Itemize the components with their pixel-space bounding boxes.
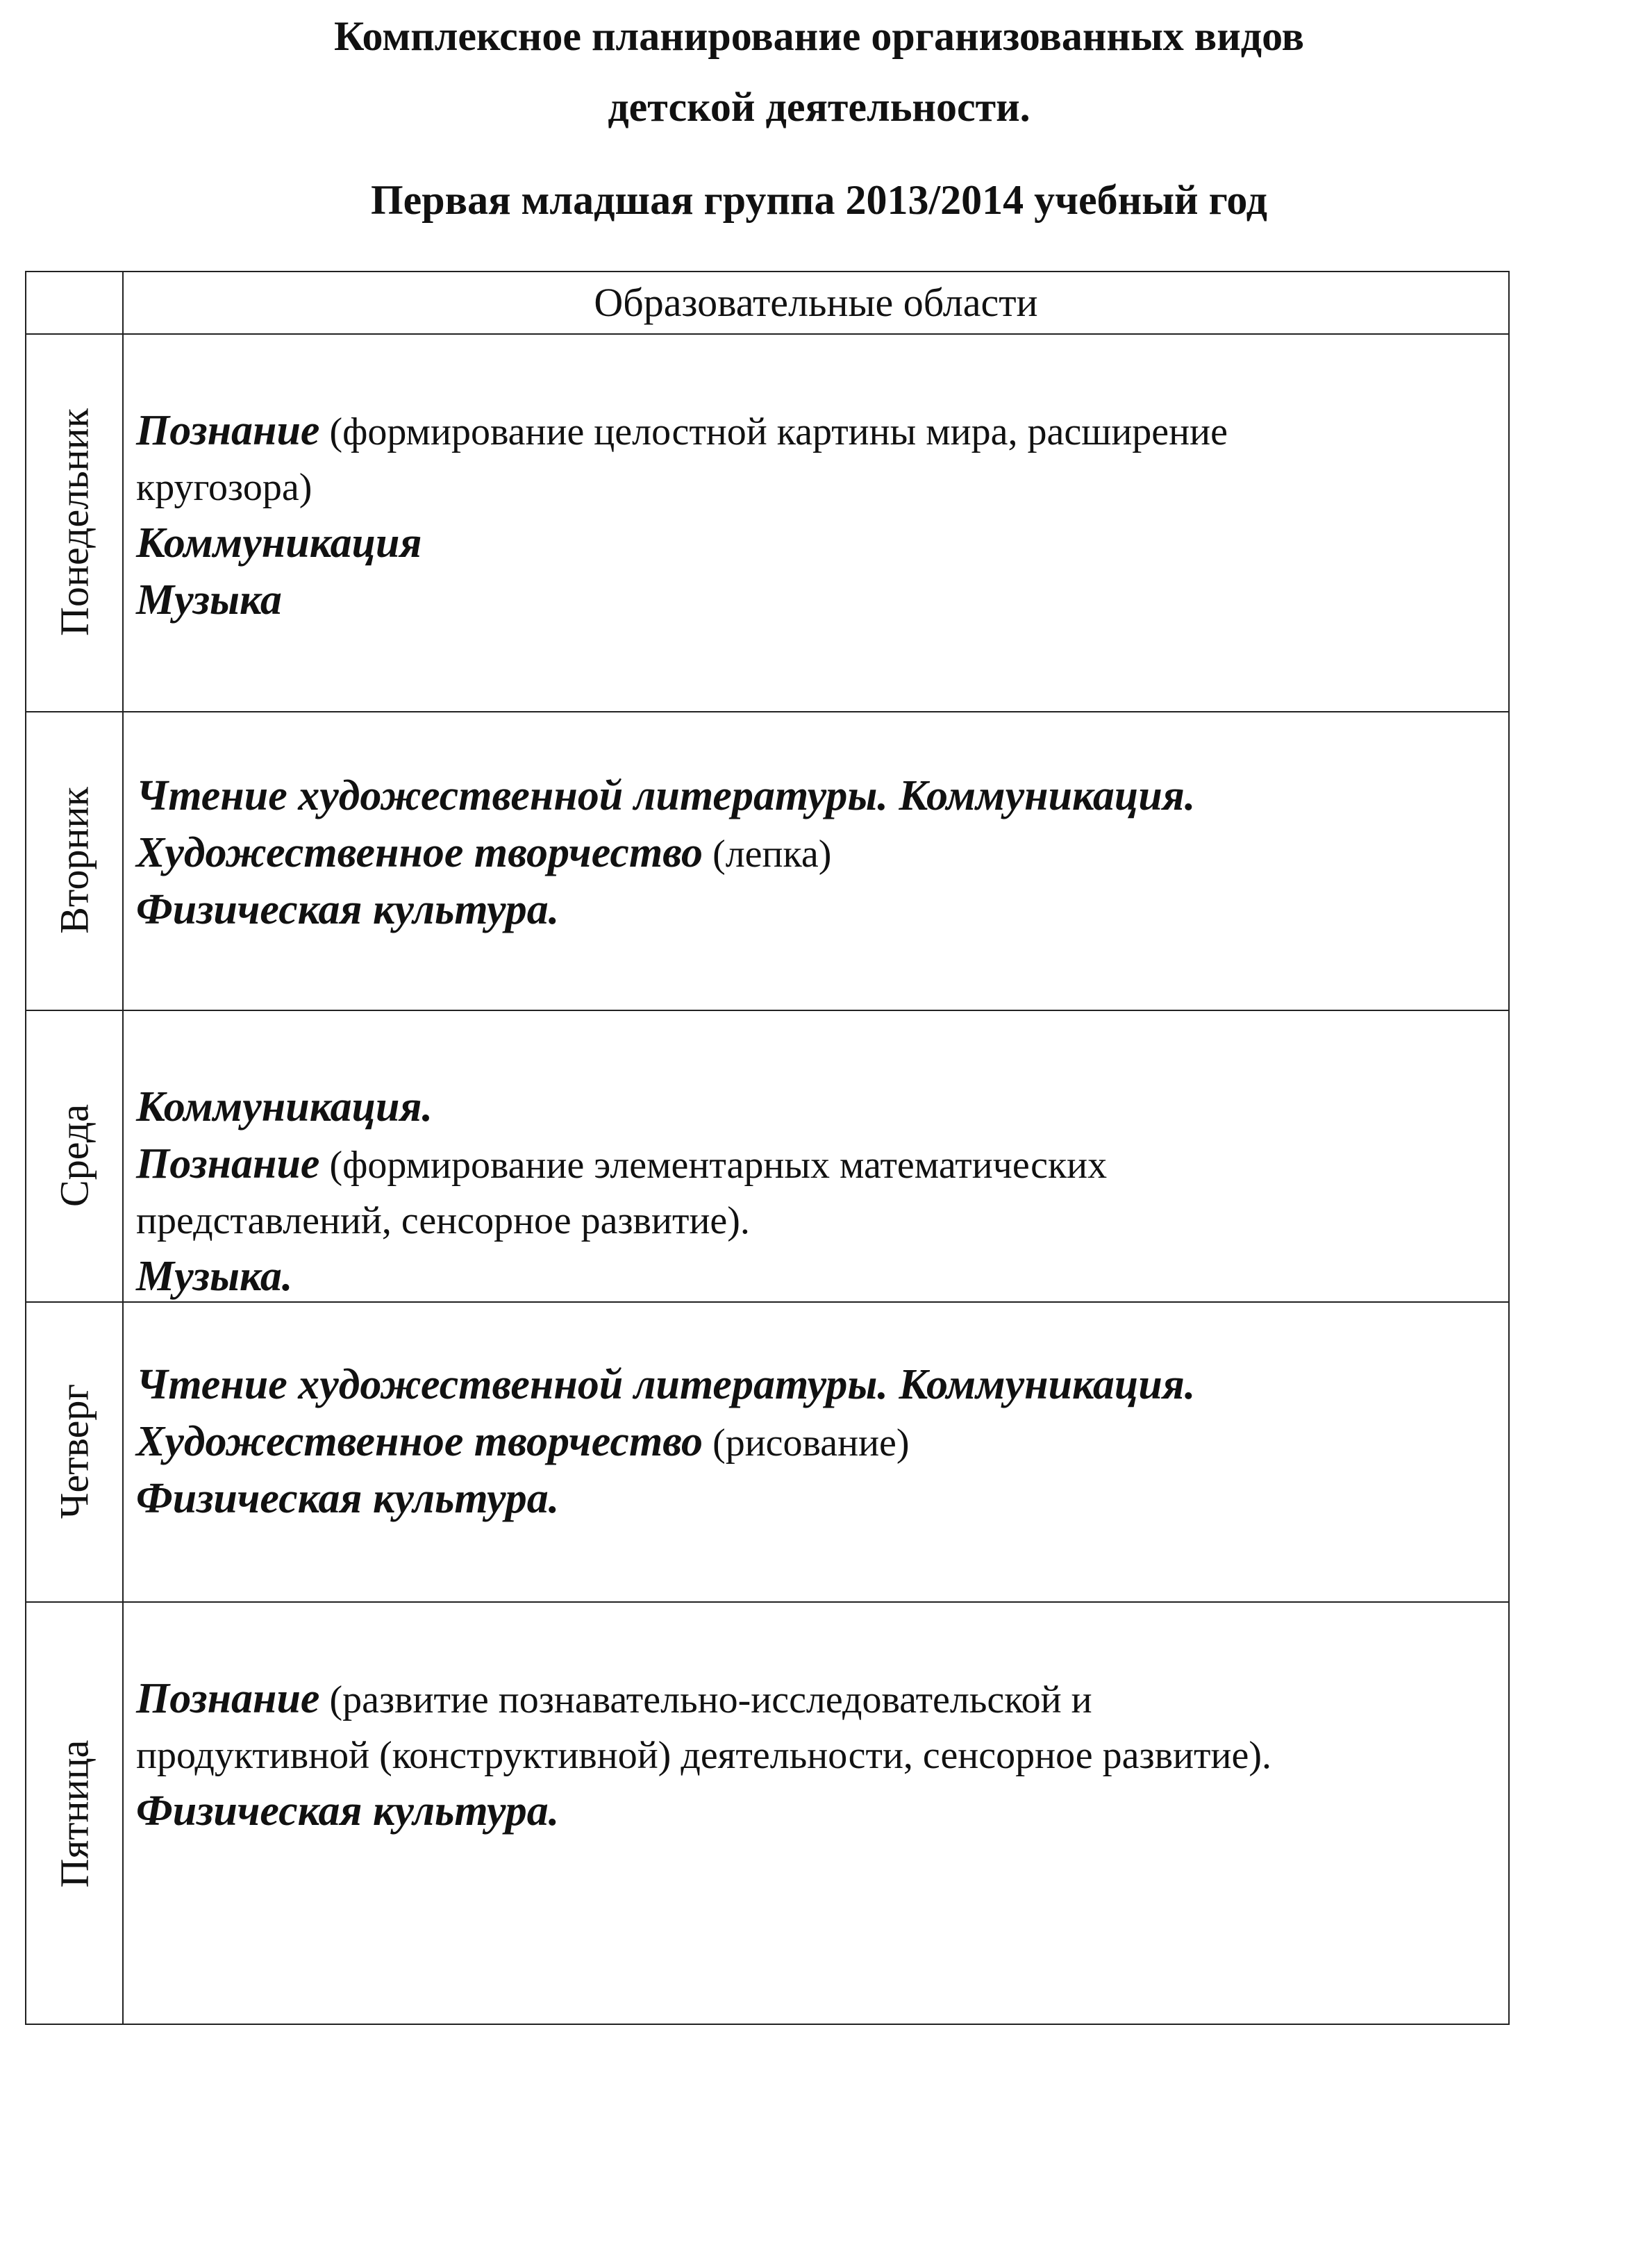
- day-cell: [26, 1601, 122, 2026]
- subject-note: (развитие познавательно-исследовательской и: [319, 1678, 1092, 1721]
- day-label: Вторник: [51, 787, 97, 934]
- subject-name: Художественное творчество: [136, 1418, 703, 1465]
- day-label: Четверг: [51, 1383, 97, 1519]
- day-cell: [26, 1301, 122, 1601]
- subject-line: [136, 1671, 1492, 1728]
- subject-name: Коммуникация.: [136, 1083, 433, 1131]
- subject-note: (формирование целостной картины мира, расширение: [319, 410, 1228, 453]
- subject-note: (лепка): [703, 833, 832, 876]
- day-cell: [26, 711, 122, 1010]
- subject-line: [136, 1728, 1492, 1783]
- subject-line: [136, 1471, 1492, 1528]
- table-row: [26, 1601, 1508, 2026]
- table-row: [26, 1301, 1508, 1601]
- subject-name: Физическая культура.: [136, 1475, 560, 1522]
- subject-note: (формирование элементарных математических: [319, 1144, 1108, 1187]
- subjects-cell: [136, 768, 1492, 939]
- day-label: Понедельник: [51, 408, 97, 636]
- subject-line: [136, 403, 1492, 460]
- title-line-1: Комплексное планирование организованных видов: [333, 13, 1305, 59]
- subject-name: Физическая культура.: [136, 1787, 560, 1835]
- subtitle-group-year: Первая младшая группа 2013/2014 учебный год: [371, 177, 1267, 223]
- subject-name: Чтение художественной литературы. Коммуникация.: [136, 772, 1196, 819]
- subjects-cell: [136, 1357, 1492, 1528]
- subject-name: Музыка.: [136, 1253, 293, 1300]
- subjects-cell: [136, 1671, 1492, 1840]
- subject-line: [136, 515, 1492, 572]
- table-header: Образовательные области: [594, 280, 1038, 325]
- subject-line: [136, 768, 1492, 825]
- subject-line: [136, 460, 1492, 515]
- subject-name: Художественное творчество: [136, 829, 703, 876]
- day-label: Пятница: [51, 1740, 97, 1888]
- header-divider: [26, 333, 1508, 335]
- subjects-cell: [136, 403, 1492, 629]
- subject-note: продуктивной (конструктивной) деятельности, сенсорное развитие).: [136, 1734, 1271, 1777]
- subject-line: [136, 1249, 1492, 1306]
- subjects-cell: [136, 1079, 1492, 1306]
- subject-name: Познание: [136, 407, 320, 454]
- day-cell: [26, 1010, 122, 1301]
- subject-line: [136, 825, 1492, 882]
- subject-name: Познание: [136, 1140, 320, 1187]
- subject-note: представлений, сенсорное развитие).: [136, 1199, 750, 1242]
- title-line-2: детской деятельности.: [608, 84, 1031, 130]
- subject-name: Чтение художественной литературы. Коммуникация.: [136, 1361, 1196, 1408]
- day-label: Среда: [51, 1104, 97, 1207]
- table-row: [26, 1010, 1508, 1301]
- subject-line: [136, 1414, 1492, 1471]
- subject-name: Коммуникация: [136, 519, 422, 567]
- subject-line: [136, 882, 1492, 939]
- table-row: [26, 333, 1508, 711]
- subject-note: (рисование): [703, 1421, 910, 1465]
- subject-line: [136, 1783, 1492, 1840]
- schedule-table: [25, 271, 1510, 2025]
- day-cell: [26, 333, 122, 711]
- subject-name: Музыка: [136, 576, 282, 624]
- subject-name: Познание: [136, 1675, 320, 1722]
- subject-line: [136, 1079, 1492, 1136]
- subject-name: Физическая культура.: [136, 886, 560, 933]
- subject-line: [136, 1357, 1492, 1414]
- subject-note: кругозора): [136, 466, 312, 509]
- subject-line: [136, 572, 1492, 629]
- subject-line: [136, 1136, 1492, 1193]
- table-row: [26, 711, 1508, 1010]
- subject-line: [136, 1193, 1492, 1249]
